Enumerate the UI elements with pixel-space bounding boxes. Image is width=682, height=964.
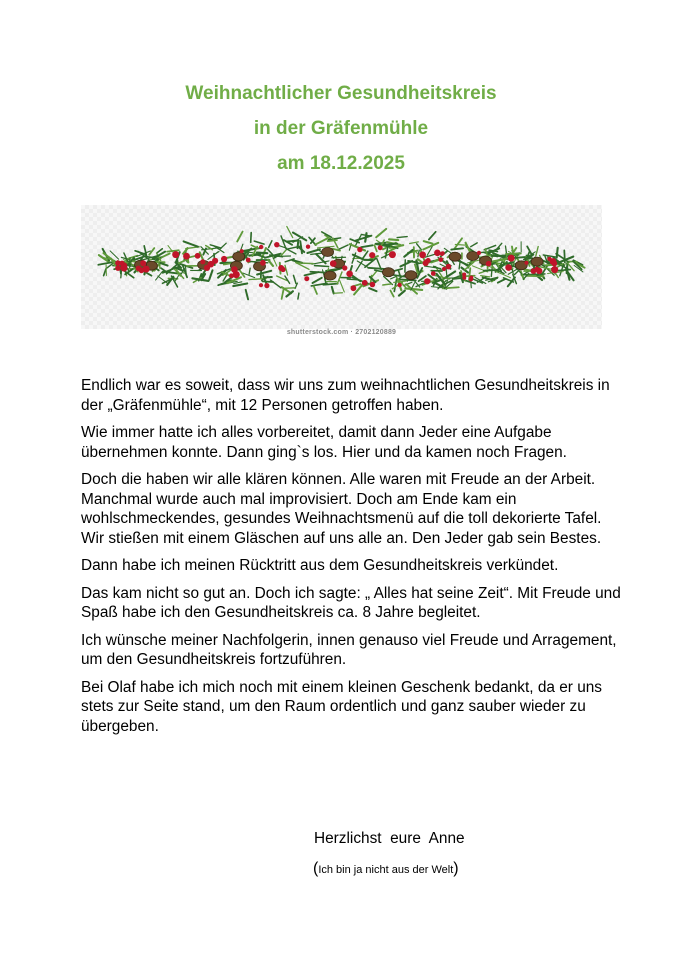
holly-berry [536,268,542,274]
pine-needle [315,266,329,267]
pine-needle [374,245,376,251]
pine-needle [297,263,314,264]
pine-needle [287,241,299,242]
pine-needle [157,249,162,253]
pine-needle [298,293,299,299]
pine-needle [424,241,433,244]
holly-berry [462,276,466,280]
paragraph-5: Das kam nicht so gut an. Doch ich sagte: „ Alles hat seine Zeit“. Mit Freude und Spaß habe ich den Gesundheitskreis ca. 8 Jahre begleitet. [81,584,621,621]
holly-berry [115,260,120,265]
pine-needle [233,284,247,287]
pine-needle [246,290,248,300]
pine-needle [372,271,377,277]
holly-berry [246,258,251,263]
pine-needle [404,250,412,257]
letter-body [81,376,621,744]
pine-needle [257,271,271,275]
pine-needle [368,268,385,269]
pine-cone [467,252,479,261]
pine-needle [249,268,250,274]
holly-berry [378,245,383,250]
pine-needle [397,237,407,238]
holly-berry [264,283,269,288]
holly-berry [486,261,492,267]
holly-berry [278,265,284,271]
note-open-paren: ( [313,860,319,877]
pine-needle [400,261,412,266]
holly-berry [469,276,473,280]
holly-berry [438,257,443,262]
holly-berry [140,260,146,266]
holly-berry [351,285,357,291]
pine-needle [363,251,368,258]
holly-berry [342,265,347,270]
holly-berry [424,278,430,284]
title-line-3: am 18.12.2025 [277,153,405,174]
note-close-paren: ) [453,860,459,877]
pine-needle [315,238,328,245]
holly-berry [200,259,205,264]
holly-berry [423,260,429,266]
holly-berry [525,261,529,265]
pine-needle [220,243,226,249]
pine-needle [339,245,348,249]
pine-needle [160,263,167,266]
pine-needle [294,275,297,283]
pine-cone [324,271,336,280]
pine-needle [286,249,296,254]
pine-needle [361,234,370,236]
pine-needle [298,242,299,248]
pine-needle [375,243,385,244]
christmas-garland-image [81,205,602,345]
holly-berry [442,267,446,271]
holly-berry [183,253,190,260]
holly-berry [260,260,266,266]
paragraph-2: Wie immer hatte ich alles vorbereitet, damit dann Jeder eine Aufgabe übernehmen konnte. Dann ging`s los. Hier und da kamen noch Fragen. [81,424,567,461]
pine-needle [425,254,435,257]
pine-needle [417,244,422,250]
holly-berry [221,256,227,262]
holly-berry [369,252,375,258]
pine-needle [268,260,273,266]
pine-needle [257,253,268,254]
pine-needle [389,239,398,240]
holly-berry [477,251,481,255]
holly-berry [195,253,201,259]
pine-needle [557,248,558,258]
holly-berry [370,282,376,288]
pine-needle [293,233,306,241]
pine-needle [249,254,260,255]
pine-needle [536,247,538,257]
pine-needle [383,284,392,285]
holly-berry [434,250,441,257]
note-text: Ich bin ja nicht aus der Welt [318,864,454,876]
holly-berry [397,283,401,287]
pine-needle [107,264,113,268]
holly-berry [446,264,452,270]
holly-berry [172,251,179,258]
pine-needle [429,232,436,240]
pine-needle [314,286,317,294]
pine-needle [332,287,334,294]
pine-cone [531,257,543,266]
holly-berry [440,252,444,256]
pine-needle [498,279,505,283]
stock-watermark: shutterstock.com · 2702120889 [286,329,397,336]
title-line-2: in der Gräfenmühle [253,118,429,139]
holly-berry [419,251,426,258]
holly-berry [274,242,279,247]
pine-needle [399,291,405,296]
paragraph-7: Bei Olaf habe ich mich noch mit einem kleinen Geschenk bedankt, da er uns stets zur Seite stand, um den Raum ordentlich und ganz sauber wieder zu übergeben. [81,678,603,735]
pine-needle [251,233,252,243]
pine-needle [254,241,264,244]
pine-needle [104,269,106,276]
pine-cone [449,252,461,261]
signature: Herzlichst eure Anne [314,830,465,847]
paragraph-1: Endlich war es soweit, dass wir uns zum weihnachtlichen Gesundheitskreis in der „Gräfenmühle“, mit 12 Personen getroffen haben. [81,377,610,414]
holly-berry [204,265,210,271]
pine-needle [484,270,499,271]
pine-needle [394,279,396,291]
pine-needle [282,288,284,299]
pine-garland-illustration [81,205,602,329]
holly-berry [121,265,128,272]
pine-needle [209,270,212,280]
paragraph-4: Dann habe ich meinen Rücktritt aus dem Gesundheitskreis verkündet. [81,557,559,574]
pine-needle [451,248,463,249]
holly-berry [231,266,238,273]
pine-needle [340,280,345,292]
pine-needle [376,229,386,237]
pine-needle [163,254,170,257]
holly-berry [508,255,515,262]
holly-berry [362,280,368,286]
pine-cone [322,248,334,257]
paragraph-6: Ich wünsche meiner Nachfolgerin, innen genauso viel Freude und Arragement, um den Gesundheitskreis fortzuführen. [81,631,617,668]
pine-needle [237,232,242,242]
holly-berry [547,257,551,261]
pine-needle [369,288,376,291]
holly-berry [551,261,557,267]
holly-berry [139,268,145,274]
pine-needle [512,247,513,255]
pine-needle [323,284,337,285]
title-line-1: Weihnachtlicher Gesundheitskreis [185,83,497,104]
pine-needle [361,245,373,247]
pine-cone [382,268,394,277]
pine-needle [287,226,293,237]
pine-needle [514,257,526,258]
pine-needle [390,291,393,297]
pine-needle [521,271,524,279]
holly-berry [389,251,396,258]
closing-note [313,859,459,880]
holly-berry [357,247,362,252]
holly-berry [304,276,309,281]
holly-berry [259,283,263,287]
holly-berry [330,260,337,267]
holly-berry [531,268,537,274]
holly-berry [346,271,353,278]
holly-berry [306,245,310,249]
holly-berry [115,265,121,271]
pine-cone [405,271,417,280]
holly-berry [259,245,263,249]
pine-needle [454,238,462,249]
pine-needle [262,281,273,282]
holly-berry [240,249,244,253]
pine-needle [313,278,322,283]
pine-needle [192,278,208,281]
holly-berry [551,266,558,273]
pine-cone [233,252,245,261]
pine-needle [284,288,294,289]
pine-needle [184,241,198,246]
paragraph-3: Doch die haben wir alle klären können. Alle waren mit Freude an der Arbeit. Manchmal wurde auch mal improvisiert. Doch am Ende kam ein wohlschmeckendes, gesundes Weihnachtsmenü auf die toll dekorierte Tafel. Wir stießen mit einem Gläschen auf uns alle an. Den Jeder gab sein Bestes. [81,471,602,547]
holly-berry [431,271,436,276]
pine-needle [471,243,478,247]
pine-needle [281,249,287,256]
pine-needle [328,240,337,241]
holly-berry [505,264,512,271]
pine-needle [269,241,272,248]
